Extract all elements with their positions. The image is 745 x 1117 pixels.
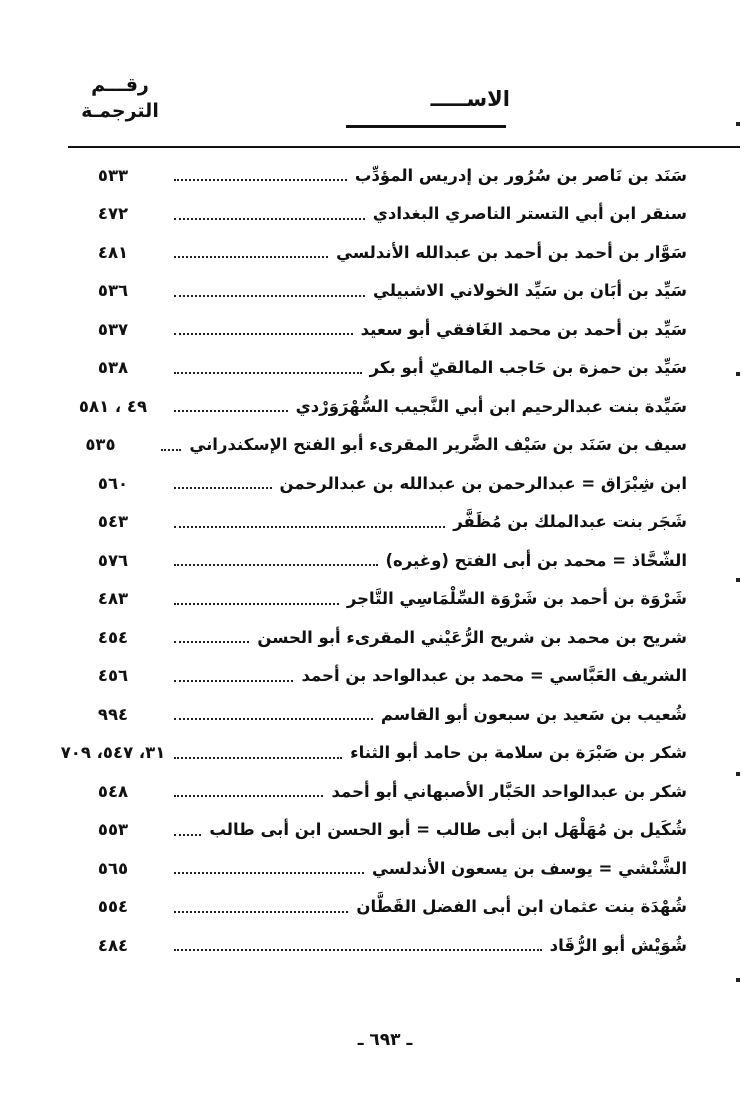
entry-number: ٥٥٣: [97, 820, 129, 840]
entry-number: ٥٤٨: [97, 781, 129, 801]
index-row: [60, 156, 687, 195]
entry-name: سَوَّار بن أحمد بن أحمد بن عبدالله الأندلسي: [336, 242, 687, 262]
entry-name: سنقر ابن أبي التستر الناصري البغدادي: [372, 204, 687, 224]
dot-leader: [174, 333, 353, 335]
index-row: [60, 695, 687, 734]
dot-leader: [174, 603, 339, 605]
column-header-number-line1: رقـــم: [91, 74, 149, 96]
column-header-name-text: الاســـــ: [430, 87, 510, 111]
header-underline-trail: [346, 125, 506, 128]
dot-leader: [174, 526, 445, 528]
index-row: [60, 618, 687, 657]
column-header-number: [70, 72, 170, 124]
entry-number: ٥٣٨: [97, 358, 129, 378]
dot-leader: [174, 641, 249, 643]
index-row: [60, 849, 687, 888]
entry-number: ٥٧٦: [97, 550, 129, 570]
entry-number: ٥٤٣: [97, 512, 129, 532]
index-row: [60, 464, 687, 503]
dot-leader: [174, 757, 342, 759]
dot-leader: [174, 680, 293, 682]
entry-name: سَيِّد بن أبَان بن سَيِّد الخولاني الاشبيلي: [373, 281, 687, 301]
dot-leader: [174, 564, 378, 566]
dot-leader: [174, 872, 364, 874]
index-row: [60, 349, 687, 388]
index-row: [60, 772, 687, 811]
entry-name: سَيِّدة بنت عبدالرحيم ابن أبي النَّجيب السُّهْرَوَرْدي: [295, 396, 687, 416]
margin-mark: [736, 772, 740, 776]
dot-leader: [174, 218, 365, 220]
entry-number: ٤٨١: [97, 242, 129, 262]
entry-name: سَنَد بن نَاصر بن سُرُور بن إدريس المؤدِّب: [354, 165, 687, 185]
entry-name: شَجَر بنت عبدالملك بن مُظَفَّر: [453, 512, 687, 532]
index-row: [60, 426, 687, 465]
entry-name: شكر بن عبدالواحد الحَبَّار الأصبهاني أبو أحمد: [331, 781, 687, 801]
entry-number: ٤٩ ، ٥٨١: [78, 396, 148, 416]
page-number: ـ ٦٩٣ ـ: [357, 1030, 413, 1050]
index-list: [60, 156, 687, 965]
entry-number: ٤٨٣: [97, 589, 129, 609]
column-header-number-line2: الترجمـة: [81, 100, 159, 122]
entry-number: ٤٨٤: [97, 935, 129, 955]
entry-number: ٩٩٤: [97, 704, 129, 724]
entry-name: شُعيب بن سَعيد بن سبعون أبو القاسم: [380, 704, 687, 724]
index-row: [60, 811, 687, 850]
dot-leader: [174, 949, 542, 951]
entry-name: الشّحَّاذ = محمد بن أبى الفتح (وغيره): [385, 550, 687, 570]
dot-leader: [174, 410, 288, 412]
entry-name: شُهْدَة بنت عثمان ابن أبى الفضل القَطَّان: [356, 897, 687, 917]
entry-number: ٤٥٤: [97, 627, 129, 647]
dot-leader: [174, 372, 362, 374]
entry-name: شَرْوَة بن أحمد بن شَرْوَة السِّلْمَاسِي التَّاجر: [346, 589, 687, 609]
entry-number: ٤٧٢: [97, 204, 129, 224]
index-row: [60, 387, 687, 426]
entry-name: شكر بن صَبْرَة بن سلامة بن حامد أبو الثناء: [350, 743, 687, 763]
dot-leader: [174, 795, 323, 797]
entry-number: ٥٦٥: [97, 858, 129, 878]
index-row: [60, 657, 687, 696]
index-row: [60, 503, 687, 542]
entry-number: ٥٣٧: [97, 319, 129, 339]
entry-name: ابن شِبْرَاق = عبدالرحمن بن عبدالله بن عبدالرحمن: [279, 473, 687, 493]
margin-mark: [736, 578, 740, 582]
dot-leader: [174, 179, 347, 181]
margin-mark: [736, 122, 740, 126]
entry-name: شريح بن محمد بن شريح الرُّعَيْني المقرىء أبو الحسن: [257, 627, 687, 647]
entry-number: ٥٦٠: [97, 473, 129, 493]
dot-leader: [174, 256, 328, 258]
index-row: [60, 888, 687, 927]
entry-name: سَيِّد بن أحمد بن محمد الغَافقي أبو سعيد: [360, 319, 687, 339]
dot-leader: [174, 718, 373, 720]
entry-name: الشريف العَبَّاسي = محمد بن عبدالواحد بن أحمد: [301, 666, 687, 686]
entry-name: الشَّنْشي = يوسف بن يسعون الأندلسي: [372, 858, 687, 878]
entry-number: ٤٥٦: [97, 666, 129, 686]
entry-number: ٥٣٣: [97, 165, 129, 185]
index-row: [60, 580, 687, 619]
entry-name: شُوَيْش أبو الرُّقَاد: [549, 935, 687, 955]
entry-number: ٣١، ٥٤٧، ٧٠٩: [60, 743, 166, 763]
dot-leader: [174, 834, 201, 836]
index-row: [60, 195, 687, 234]
index-row: [60, 926, 687, 965]
margin-mark: [736, 978, 740, 982]
index-row: [60, 734, 687, 773]
dot-leader: [161, 449, 181, 451]
header-rule: [68, 146, 740, 148]
index-row: [60, 541, 687, 580]
entry-number: ٥٥٤: [97, 897, 129, 917]
column-header-name: [300, 86, 510, 138]
entry-number: ٥٣٦: [97, 281, 129, 301]
dot-leader: [174, 295, 365, 297]
entry-name: سيف بن سَنَد بن سَيْف الضَّرير المقرىء أبو الفتح الإسكندراني: [189, 435, 687, 455]
dot-leader: [174, 911, 348, 913]
entry-name: شُكَيل بن مُهَلْهَل ابن أبى طالب = أبو الحسن ابن أبى طالب: [209, 820, 687, 840]
entry-name: سَيِّد بن حمزة بن حَاجب المالقيّ أبو بكر: [369, 358, 687, 378]
dot-leader: [174, 487, 272, 489]
index-row: [60, 272, 687, 311]
entry-number: ٥٣٥: [85, 435, 116, 455]
index-row: [60, 233, 687, 272]
index-row: [60, 310, 687, 349]
margin-mark: [736, 372, 740, 376]
